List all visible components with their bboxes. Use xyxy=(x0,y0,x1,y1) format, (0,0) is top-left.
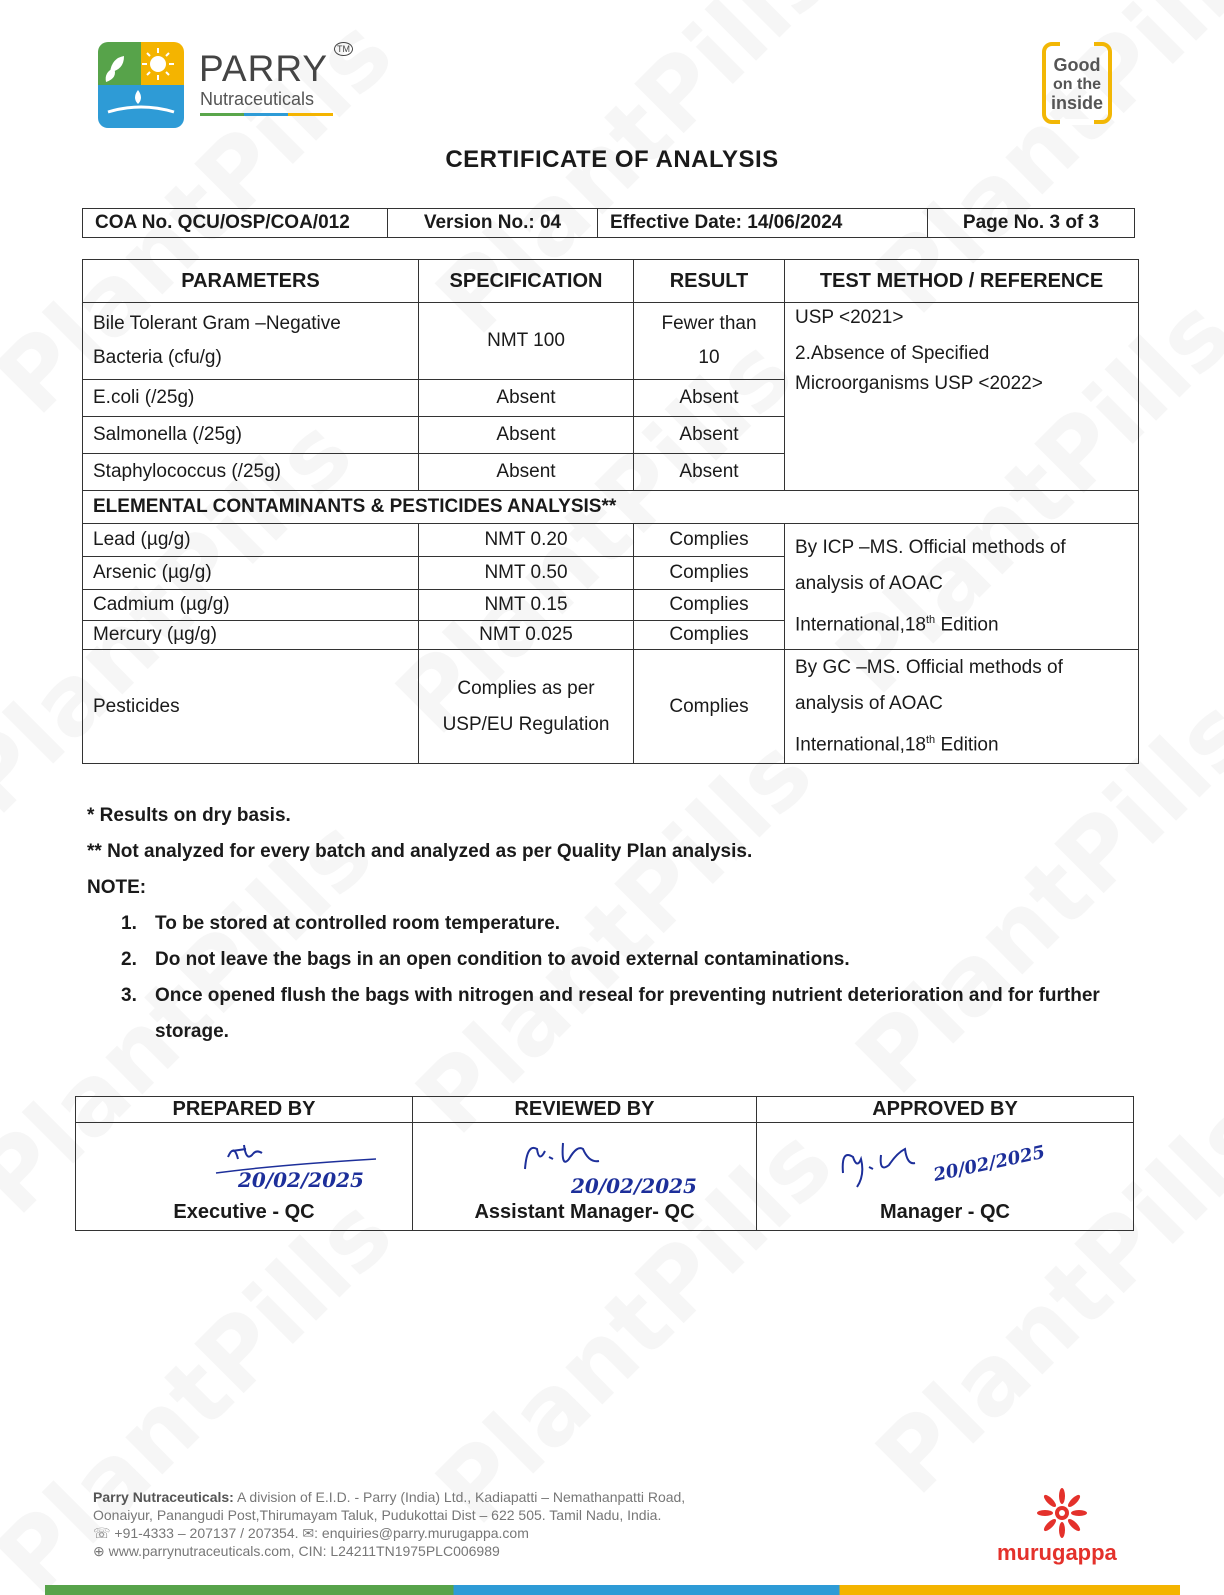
signature-row xyxy=(76,1123,1134,1231)
column-header: TEST METHOD / REFERENCE xyxy=(785,260,1139,303)
signature-cell xyxy=(413,1123,757,1231)
address-line xyxy=(93,1488,853,1506)
group-name: murugappa xyxy=(997,1540,1117,1565)
page-title: CERTIFICATE OF ANALYSIS xyxy=(445,146,779,173)
document-header-table xyxy=(82,208,1135,238)
effective-date: Effective Date: 14/06/2024 xyxy=(598,209,928,238)
ordinal-suffix: th xyxy=(926,734,936,746)
signature-header-row xyxy=(76,1097,1134,1123)
method-cell xyxy=(785,303,1139,491)
param-cell: Lead (µg/g) xyxy=(83,524,419,557)
param-cell: Pesticides xyxy=(83,650,419,764)
method-text: International,18 xyxy=(795,614,926,636)
signature-date: 20/02/2025 xyxy=(238,1168,364,1192)
spec-cell: NMT 100 xyxy=(419,303,634,380)
contact-line xyxy=(93,1524,853,1542)
spec-cell xyxy=(419,650,634,764)
signature-date: 20/02/2025 xyxy=(571,1174,697,1198)
result-line: Fewer than xyxy=(661,313,757,334)
coa-number: COA No. QCU/OSP/COA/012 xyxy=(83,209,388,238)
spec-cell: Absent xyxy=(419,454,634,491)
spec-cell: Absent xyxy=(419,417,634,454)
result-cell xyxy=(634,303,785,380)
note-item xyxy=(121,978,1121,1050)
phone-icon: ☏ xyxy=(93,1525,111,1541)
spec-cell: Absent xyxy=(419,380,634,417)
handwritten-signature xyxy=(757,1129,1135,1199)
badge-line: Good xyxy=(1053,55,1101,75)
trademark-mark: TM xyxy=(334,42,353,56)
result-cell: Complies xyxy=(634,590,785,621)
brand-subtitle: Nutraceuticals xyxy=(200,89,315,109)
table-row xyxy=(83,650,1139,764)
param-cell: Salmonella (/25g) xyxy=(83,417,419,454)
page-number: Page No. 3 of 3 xyxy=(928,209,1135,238)
method-cell xyxy=(785,650,1139,764)
company-name: Parry Nutraceuticals: xyxy=(93,1489,234,1505)
param-cell: E.coli (/25g) xyxy=(83,380,419,417)
good-on-the-inside-badge xyxy=(1042,42,1112,124)
signature-table xyxy=(75,1096,1134,1231)
spec-cell: NMT 0.50 xyxy=(419,557,634,590)
method-line: By GC –MS. Official methods of xyxy=(795,657,1063,678)
spec-line: USP/EU Regulation xyxy=(442,713,610,735)
email-address[interactable]: : enquiries@parry.murugappa.com xyxy=(314,1525,529,1541)
signature-cell xyxy=(76,1123,413,1231)
signature-header: REVIEWED BY xyxy=(413,1097,757,1123)
note-number: 1. xyxy=(121,913,137,934)
param-cell: Mercury (µg/g) xyxy=(83,621,419,650)
note-number: 3. xyxy=(121,985,137,1006)
spec-cell: NMT 0.15 xyxy=(419,590,634,621)
method-line: analysis of AOAC xyxy=(795,572,943,594)
method-line: 2.Absence of Specified xyxy=(795,343,990,364)
version-number: Version No.: 04 xyxy=(388,209,598,238)
signature-header: APPROVED BY xyxy=(757,1097,1134,1123)
signer-role: Manager - QC xyxy=(879,1201,1011,1223)
method-text: Edition xyxy=(935,734,999,756)
web-line xyxy=(93,1542,853,1560)
param-cell: Cadmium (µg/g) xyxy=(83,590,419,621)
method-line: analysis of AOAC xyxy=(795,693,943,714)
brand-underline xyxy=(200,113,333,116)
note-text: To be stored at controlled room temperature. xyxy=(155,913,561,934)
param-cell: Arsenic (µg/g) xyxy=(83,557,419,590)
note-number: 2. xyxy=(121,949,137,970)
mail-icon: ✉ xyxy=(302,1525,315,1541)
param-line: Bile Tolerant Gram –Negative xyxy=(93,313,341,334)
spec-cell: NMT 0.20 xyxy=(419,524,634,557)
result-cell: Complies xyxy=(634,650,785,764)
parry-logo-icon xyxy=(98,42,184,128)
method-text: International,18 xyxy=(795,734,926,756)
column-header: PARAMETERS xyxy=(83,260,419,303)
dry-basis-note: * Results on dry basis. xyxy=(87,805,291,826)
column-header: SPECIFICATION xyxy=(419,260,634,303)
handwritten-signature xyxy=(413,1129,757,1199)
note-text: Do not leave the bags in an open condition to avoid external contaminations. xyxy=(155,949,850,970)
result-cell: Complies xyxy=(634,621,785,650)
method-line: By ICP –MS. Official methods of xyxy=(795,536,1066,558)
section-title: ELEMENTAL CONTAMINANTS & PESTICIDES ANALYSIS** xyxy=(83,491,1139,524)
result-cell: Absent xyxy=(634,454,785,491)
note-item xyxy=(121,942,1121,978)
address-line: Oonaiyur, Panangudi Post,Thirumayam Taluk, Pudukottai Dist – 622 505. Tamil Nadu, India. xyxy=(93,1507,662,1523)
brand-name: PARRY xyxy=(199,48,329,89)
signer-role: Assistant Manager- QC xyxy=(474,1201,695,1223)
table-row xyxy=(83,524,1139,557)
param-cell: Staphylococcus (/25g) xyxy=(83,454,419,491)
result-cell: Absent xyxy=(634,417,785,454)
result-line: 10 xyxy=(698,347,720,368)
param-line: Bacteria (cfu/g) xyxy=(93,347,222,368)
murugappa-logo-icon xyxy=(1036,1487,1088,1539)
result-cell: Complies xyxy=(634,557,785,590)
result-cell: Complies xyxy=(634,524,785,557)
badge-line: on the xyxy=(1053,76,1101,93)
section-row xyxy=(83,491,1139,524)
spec-cell: NMT 0.025 xyxy=(419,621,634,650)
website-and-cin[interactable]: www.parrynutraceuticals.com, CIN: L24211TN1975PLC006989 xyxy=(108,1543,500,1559)
address-text: A division of E.I.D. - Parry (India) Ltd., Kadiapatti – Nemathanpatti Road, xyxy=(233,1489,686,1505)
method-line: Microorganisms USP <2022> xyxy=(795,373,1043,394)
method-cell xyxy=(785,524,1139,650)
phone-number[interactable]: +91-4333 – 207137 / 207354. xyxy=(114,1525,299,1541)
not-analyzed-note: ** Not analyzed for every batch and analyzed as per Quality Plan analysis. xyxy=(87,841,753,862)
param-cell xyxy=(83,303,419,380)
note-label: NOTE: xyxy=(87,877,147,898)
method-line: USP <2021> xyxy=(795,307,904,328)
method-text: Edition xyxy=(935,614,999,636)
handwritten-signature xyxy=(76,1129,413,1199)
spec-line: Complies as per xyxy=(457,677,595,699)
ordinal-suffix: th xyxy=(926,613,936,626)
analysis-table xyxy=(82,259,1139,764)
column-header: RESULT xyxy=(634,260,785,303)
result-cell: Absent xyxy=(634,380,785,417)
table-row xyxy=(83,303,1139,380)
note-text: Once opened flush the bags with nitrogen and reseal for preventing nutrient deterioration and for further storage. xyxy=(155,985,1100,1042)
signature-date: 20/02/2025 xyxy=(931,1141,1047,1186)
method-line xyxy=(795,722,1128,763)
signer-role: Executive - QC xyxy=(173,1201,315,1223)
note-item xyxy=(121,906,1121,942)
company-address xyxy=(93,1488,853,1560)
method-line xyxy=(795,602,1128,643)
globe-icon: ⊕ xyxy=(93,1543,105,1559)
signature-cell xyxy=(757,1123,1134,1231)
table-header-row xyxy=(83,260,1139,303)
footer-color-bar xyxy=(45,1585,1180,1595)
signature-header: PREPARED BY xyxy=(76,1097,413,1123)
badge-line: inside xyxy=(1050,93,1103,113)
